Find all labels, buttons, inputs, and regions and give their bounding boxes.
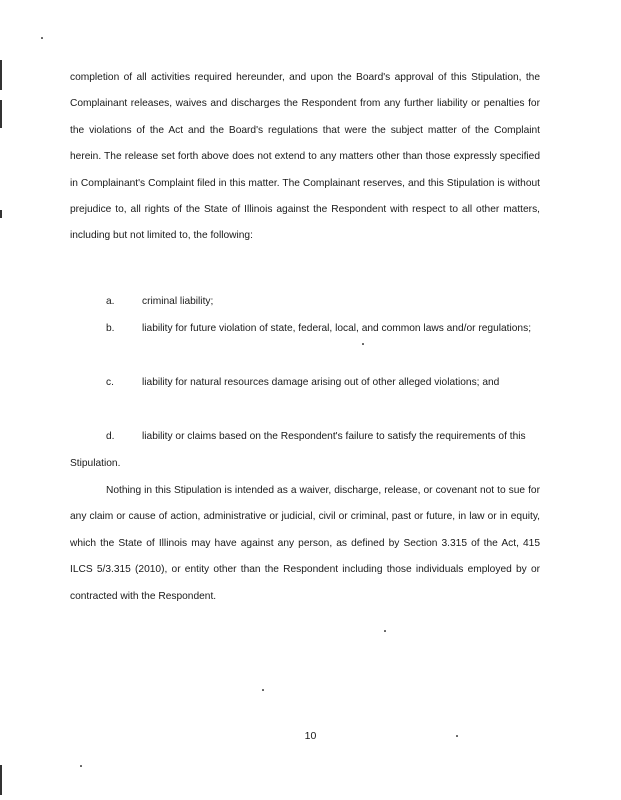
- scan-edge: [0, 0, 3, 800]
- scan-edge-mark: [0, 100, 2, 128]
- scan-edge-mark: [0, 210, 2, 218]
- scan-speck: [362, 343, 364, 345]
- list-marker: d.: [106, 431, 115, 442]
- list-item: [70, 289, 540, 316]
- scan-speck: [80, 765, 82, 767]
- scan-speck: [262, 689, 264, 691]
- list-item: [70, 424, 540, 478]
- list-item-text: liability or claims based on the Respondent's failure to satisfy the requirements of this Stipulation.: [70, 431, 526, 469]
- list-marker: a.: [106, 296, 115, 307]
- scan-speck: [41, 37, 43, 39]
- list-item-text: liability for future violation of state, federal, local, and common laws and/or regulations;: [142, 323, 532, 334]
- scan-edge-mark: [0, 60, 2, 90]
- scan-speck: [456, 735, 458, 737]
- scan-speck: [384, 630, 386, 632]
- list-item: [70, 316, 540, 343]
- page-number: 10: [304, 730, 317, 742]
- list-marker: c.: [106, 377, 114, 388]
- list-item-text: liability for natural resources damage arising out of other alleged violations; and: [142, 377, 500, 388]
- list-marker: b.: [106, 323, 115, 334]
- list-item-text: criminal liability;: [142, 296, 214, 307]
- scan-edge-mark: [0, 765, 2, 795]
- no-waiver-paragraph: Nothing in this Stipulation is intended as a waiver, discharge, release, or covenant not to sue for any claim or cause of action, administrative or judicial, civil or criminal, past or future, in law or in equity, which the State of Illinois may have against any person, as defined by Section 3.315 of the Act, 415 ILCS 5/3.315 (2010), or entity other than the Respondent including those individuals employed by or contracted with the Respondent.: [70, 485, 540, 602]
- list-item: [70, 370, 540, 397]
- release-paragraph: completion of all activities required hereunder, and upon the Board's approval of this Stipulation, the Complainant releases, waives and discharges the Respondent from any further liability or penalties for the violations of the Act and the Board's regulations that were the subject matter of the Complaint herein. The release set forth above does not extend to any matters other than those expressly specified in Complainant's Complaint filed in this matter. The Complainant reserves, and this Stipulation is without prejudice to, all rights of the State of Illinois against the Respondent with respect to all other matters, including but not limited to, the following:: [70, 72, 540, 242]
